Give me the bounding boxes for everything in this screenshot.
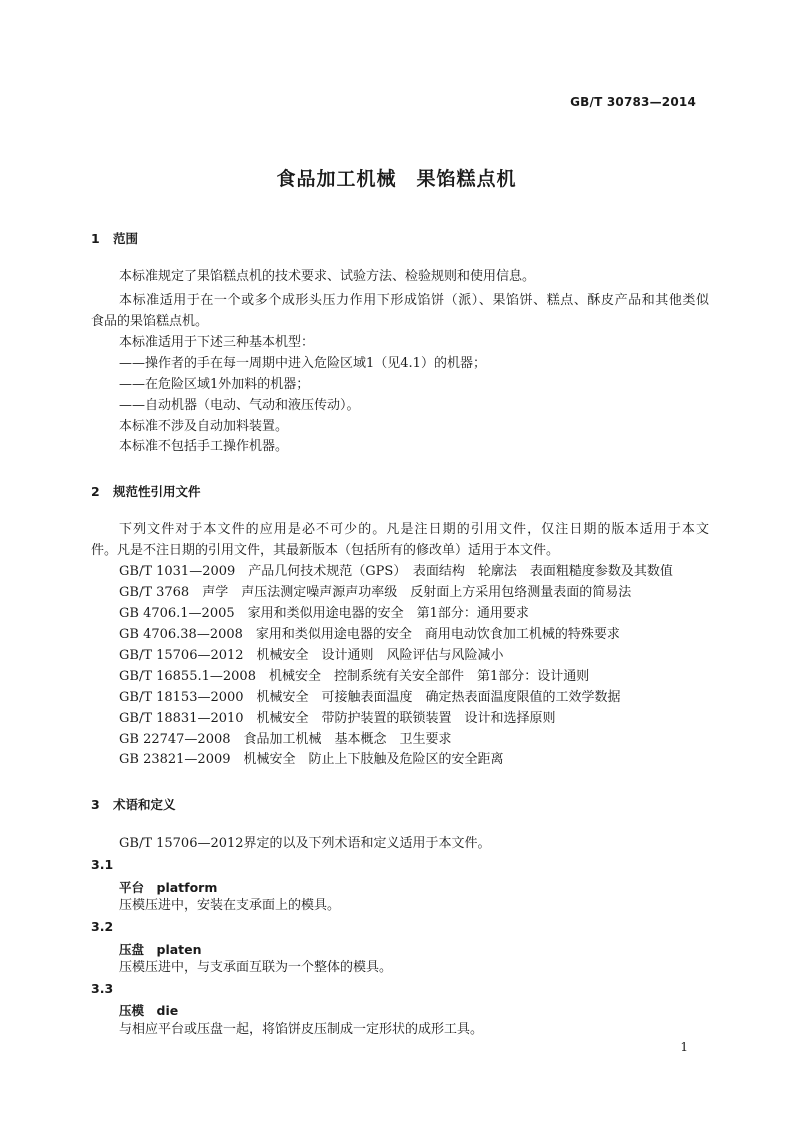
reference-item: GB/T 3768 声学 声压法测定噪声源声功率级 反射面上方采用包络测量表面的简易法 [119,585,632,600]
section-title: 术语和定义 [113,797,176,812]
reference-item: GB 22747—2008 食品加工机械 基本概念 卫生要求 [119,732,452,747]
reference-item: GB/T 18153—2000 机械安全 可接触表面温度 确定热表面温度限值的工效学数据 [119,690,621,705]
reference-item: GB/T 1031—2009 产品几何技术规范（GPS） 表面结构 轮廓法 表面粗糙度参数及其数值 [119,564,673,579]
term-definition: 压模压进中，与支承面互联为一个整体的模具。 [119,960,393,975]
reference-item: GB 23821—2009 机械安全 防止上下肢触及危险区的安全距离 [119,752,504,767]
paragraph-line: 本标准规定了果馅糕点机的技术要求、试验方法、检验规则和使用信息。 [119,269,536,284]
term-number: 3.3 [91,981,114,996]
list-item: ——自动机器（电动、气动和液压传动）。 [119,398,360,413]
reference-item: GB/T 15706—2012 机械安全 设计通则 风险评估与风险减小 [119,648,504,663]
list-item: ——在危险区域1外加料的机器； [119,377,310,392]
term-name: 压模 die [119,1003,179,1018]
section-heading [91,229,138,247]
term-definition: 压模压进中，安装在支承面上的模具。 [119,898,341,913]
paragraph-line: 本标准适用于在一个或多个成形头压力作用下形成馅饼（派）、果馅饼、糕点、酥皮产品和其他类似 [119,293,709,308]
section-number: 3 [91,797,100,812]
section-heading [91,795,176,813]
paragraph-line: 本标准不包括手工操作机器。 [119,439,289,454]
section-title: 规范性引用文件 [113,484,201,499]
term-name: 平台 platform [119,880,218,895]
term-definition: 与相应平台或压盘一起，将馅饼皮压制成一定形状的成形工具。 [119,1022,484,1037]
term-name: 压盘 platen [119,942,202,957]
term-number: 3.2 [91,919,114,934]
section-number: 1 [91,231,100,246]
paragraph-line: GB/T 15706—2012界定的以及下列术语和定义适用于本文件。 [119,836,491,851]
standard-number: GB/T 30783—2014 [570,95,696,109]
reference-item: GB/T 18831—2010 机械安全 带防护装置的联锁装置 设计和选择原则 [119,711,556,726]
paragraph-line: 件。凡是不注日期的引用文件，其最新版本（包括所有的修改单）适用于本文件。 [91,543,560,558]
paragraph-line: 本标准不涉及自动加料装置。 [119,419,289,434]
reference-item: GB 4706.1—2005 家用和类似用途电器的安全 第1部分：通用要求 [119,606,529,621]
section-title: 范围 [113,231,139,246]
section-number: 2 [91,484,100,499]
document-title: 食品加工机械 果馅糕点机 [276,168,517,190]
list-item: ——操作者的手在每一周期中进入危险区域1（见4.1）的机器； [119,356,486,371]
reference-item: GB/T 16855.1—2008 机械安全 控制系统有关安全部件 第1部分：设计通则 [119,669,590,684]
paragraph-line: 本标准适用于下述三种基本机型： [119,335,315,350]
term-number: 3.1 [91,857,114,872]
paragraph-line: 下列文件对于本文件的应用是必不可少的。凡是注日期的引用文件，仅注日期的版本适用于本文 [119,522,709,537]
page-number: 1 [680,1040,688,1054]
paragraph-line: 食品的果馅糕点机。 [91,314,209,329]
section-heading [91,482,201,500]
reference-item: GB 4706.38—2008 家用和类似用途电器的安全 商用电动饮食加工机械的特殊要求 [119,627,620,642]
